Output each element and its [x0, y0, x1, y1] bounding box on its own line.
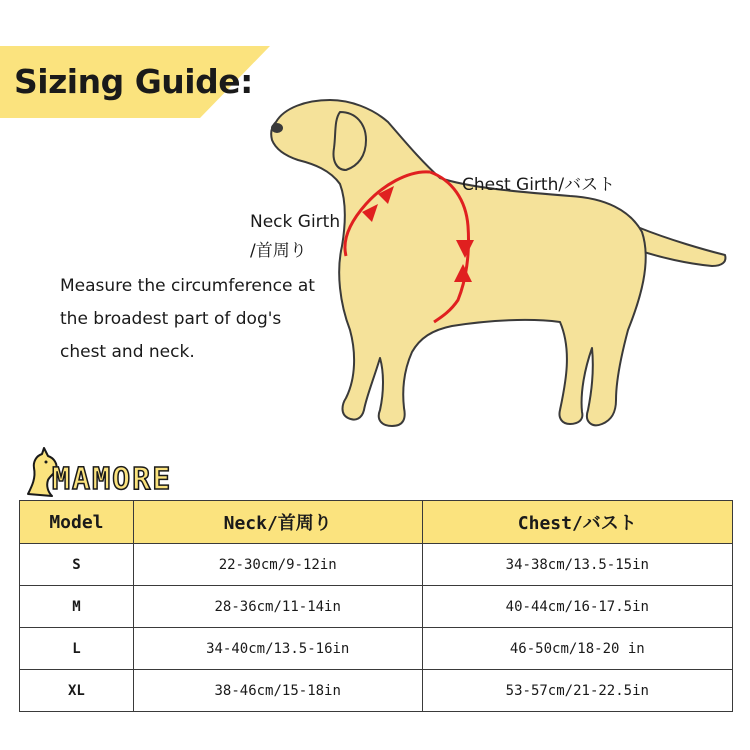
- cell-chest: 46-50cm/18-20 in: [422, 628, 732, 670]
- cell-neck: 22-30cm/9-12in: [133, 544, 422, 586]
- cell-model: L: [20, 628, 134, 670]
- cell-model: M: [20, 586, 134, 628]
- header-model: Model: [20, 501, 134, 544]
- cell-chest: 34-38cm/13.5-15in: [422, 544, 732, 586]
- header-neck: Neck/首周り: [133, 501, 422, 544]
- instruction-line: Measure the circumference at: [60, 276, 315, 296]
- cell-chest: 53-57cm/21-22.5in: [422, 670, 732, 712]
- cell-neck: 34-40cm/13.5-16in: [133, 628, 422, 670]
- page-title: Sizing Guide:: [14, 62, 253, 101]
- neck-girth-label-jp: /首周り: [250, 241, 307, 261]
- header-chest: Chest/バスト: [422, 501, 732, 544]
- cell-model: XL: [20, 670, 134, 712]
- logo-text: MAMORE: [52, 462, 173, 497]
- dog-body: [271, 100, 725, 426]
- cell-model: S: [20, 544, 134, 586]
- table-row: [20, 586, 733, 628]
- table-row: [20, 628, 733, 670]
- neck-girth-label: Neck Girth: [250, 212, 341, 232]
- instruction-line: the broadest part of dog's: [60, 309, 282, 329]
- table-header-row: [20, 501, 733, 544]
- table-row: [20, 670, 733, 712]
- cell-chest: 40-44cm/16-17.5in: [422, 586, 732, 628]
- measure-instructions: [60, 270, 320, 369]
- table-row: [20, 544, 733, 586]
- chest-girth-label: Chest Girth/バスト: [462, 175, 616, 195]
- size-table: [19, 500, 733, 712]
- cell-neck: 28-36cm/11-14in: [133, 586, 422, 628]
- instruction-line: chest and neck.: [60, 342, 195, 362]
- cell-neck: 38-46cm/15-18in: [133, 670, 422, 712]
